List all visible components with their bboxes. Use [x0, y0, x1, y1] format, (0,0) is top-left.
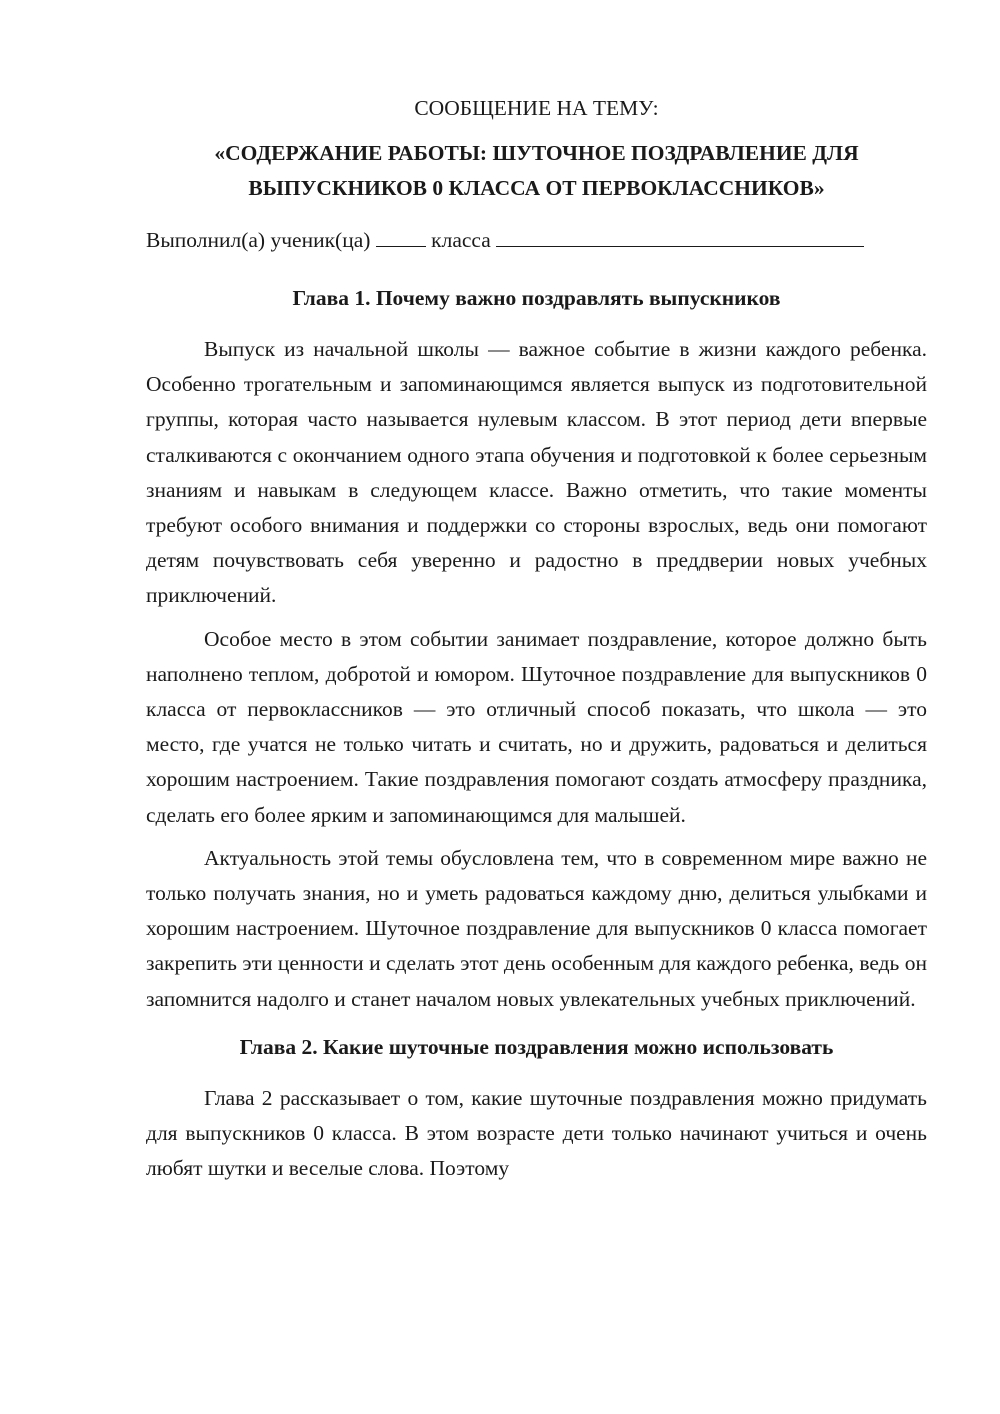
author-line	[146, 220, 927, 260]
document-heading: СООБЩЕНИЕ НА ТЕМУ:	[414, 96, 659, 120]
chapter-2-title: Глава 2. Какие шуточные поздравления можно использовать	[239, 1034, 834, 1059]
author-label: Выполнил(а) ученик(ца)	[146, 228, 371, 252]
class-label: класса	[431, 228, 491, 252]
document-page	[146, 88, 927, 1186]
name-blank	[496, 228, 864, 247]
chapter-1-paragraph-1: Выпуск из начальной школы — важное событие в жизни каждого ребенка. Особенно трогательным и запоминающимся является выпуск из подготовительной группы, которая часто называется нулевым классом. В этот период дети впервые сталкиваются с окончанием одного этапа обучения и подготовкой к более серьезным знаниям и навыкам в следующем классе. Важно отметить, что такие моменты требуют особого внимания и поддержки со стороны взрослых, ведь они помогают детям почувствовать себя уверенно и радостно в преддверии новых учебных приключений.	[146, 337, 927, 608]
title-line-2: ВЫПУСКНИКОВ 0 КЛАССА ОТ ПЕРВОКЛАССНИКОВ»	[248, 176, 825, 200]
document-title	[146, 136, 927, 206]
chapter-1-paragraph-2: Особое место в этом событии занимает поздравление, которое должно быть наполнено теплом, добротой и юмором. Шуточное поздравление для выпускников 0 класса от первоклассников — это отличный способ показать, что школа — это место, где учатся не только читать и считать, но и дружить, радоваться и делиться хорошим настроением. Такие поздравления помогают создать атмосферу праздника, сделать его более ярким и запоминающимся для малышей.	[146, 626, 927, 827]
grade-blank	[376, 228, 426, 247]
chapter-2-paragraph-1: Глава 2 рассказывает о том, какие шуточные поздравления можно придумать для выпускников 0 класса. В этом возрасте дети только начинают учиться и очень любят шутки и веселые слова. Поэтому	[146, 1085, 927, 1181]
title-line-1: «СОДЕРЖАНИЕ РАБОТЫ: ШУТОЧНОЕ ПОЗДРАВЛЕНИЕ ДЛЯ	[214, 141, 859, 165]
chapter-1-title: Глава 1. Почему важно поздравлять выпускников	[292, 286, 781, 310]
chapter-1-paragraph-3: Актуальность этой темы обусловлена тем, что в современном мире важно не только получать знания, но и уметь радоваться каждому дню, делиться улыбками и хорошим настроением. Шуточное поздравление для выпускников 0 класса помогает закрепить эти ценности и сделать этот день особенным для каждого ребенка, ведь он запомнится надолго и станет началом новых увлекательных учебных приключений.	[146, 845, 927, 1011]
